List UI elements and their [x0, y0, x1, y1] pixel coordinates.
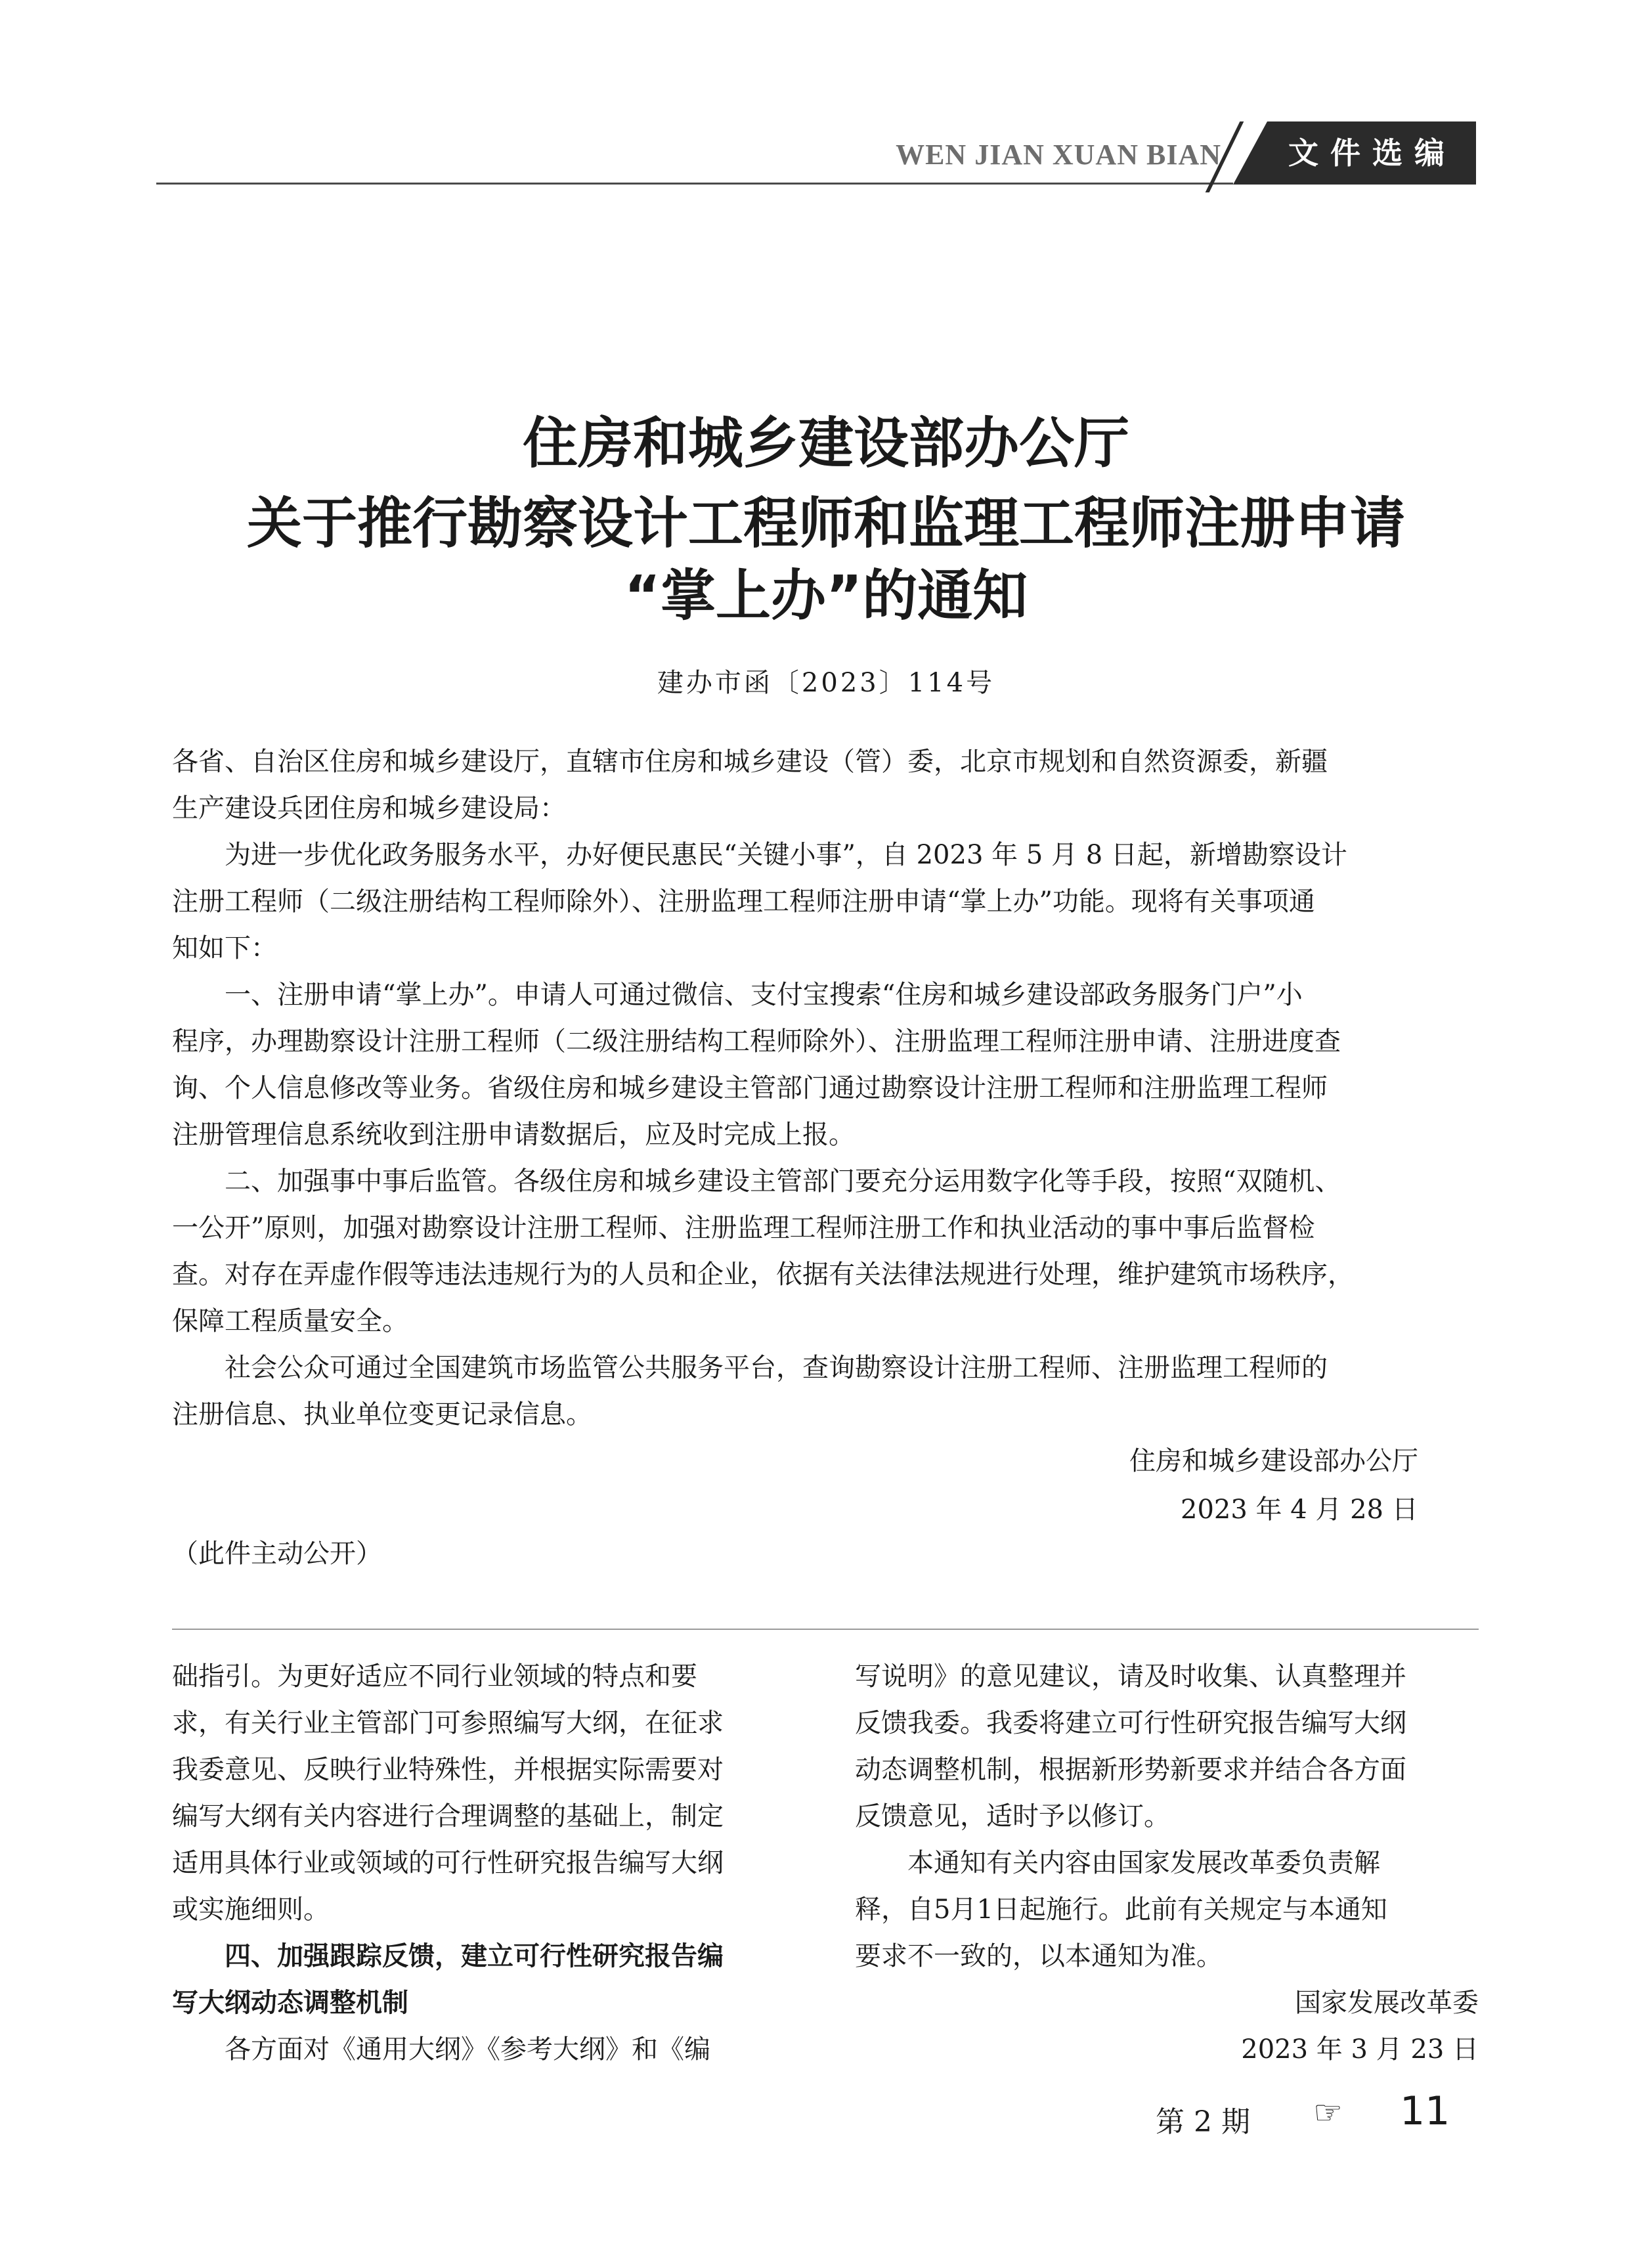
column-line: 动态调整机制，根据新形势新要求并结合各方面 — [855, 1755, 1406, 1785]
column-line: 写说明》的意见建议，请及时收集、认真整理并 — [855, 1661, 1406, 1692]
body-line: 程序，办理勘察设计注册工程师（二级注册结构工程师除外）、注册监理工程师注册申请、注册进度查 — [172, 1026, 1341, 1057]
body-line: 二、加强事中事后监管。各级住房和城乡建设主管部门要充分运用数字化等手段，按照“双随机、 — [225, 1166, 1341, 1196]
signature-line: 2023 年 3 月 23 日 — [1241, 2034, 1479, 2065]
body-line: 注册工程师（二级注册结构工程师除外）、注册监理工程师注册申请“掌上办”功能。现将有关事项通 — [172, 887, 1315, 917]
signature-line: 国家发展改革委 — [1295, 1988, 1479, 2018]
notice-body — [172, 739, 1479, 1438]
page-number: 11 — [1400, 2088, 1450, 2134]
title-line-3: “掌上办”的通知 — [624, 563, 1028, 628]
column-line: 反馈意见，适时予以修订。 — [855, 1801, 1170, 1831]
document-number: 建办市函〔2023〕114号 — [657, 668, 995, 698]
section-name-chinese: 文件选编 — [1288, 135, 1456, 171]
title-line-1: 住房和城乡建设部办公厅 — [522, 411, 1129, 475]
section-heading-line: 四、加强跟踪反馈，建立可行性研究报告编 — [225, 1941, 724, 1971]
signature-date: 2023 年 4 月 28 日 — [1181, 1495, 1418, 1525]
body-line: 知如下： — [172, 933, 277, 963]
title-line-2: 关于推行勘察设计工程师和监理工程师注册申请 — [246, 491, 1405, 556]
issue-label: 第 2 期 — [1156, 2105, 1250, 2139]
column-line: 编写大纲有关内容进行合理调整的基础上，制定 — [172, 1801, 724, 1831]
header-rule — [156, 183, 1233, 185]
column-line: 求，有关行业主管部门可参照编写大纲，在征求 — [172, 1708, 724, 1738]
body-line: 为进一步优化政务服务水平，办好便民惠民“关键小事”，自 2023 年 5 月 8 日起，新增勘察设计 — [225, 840, 1347, 870]
body-line: 保障工程质量安全。 — [172, 1306, 408, 1336]
body-line: 生产建设兵团住房和城乡建设局： — [172, 793, 566, 823]
body-line: 注册信息、执业单位变更记录信息。 — [172, 1399, 592, 1430]
body-line: 注册管理信息系统收到注册申请数据后，应及时完成上报。 — [172, 1120, 855, 1150]
column-line: 我委意见、反映行业特殊性，并根据实际需要对 — [172, 1755, 724, 1785]
column-line: 各方面对《通用大纲》《参考大纲》和《编 — [225, 2034, 710, 2065]
continuation-left-column — [172, 1654, 796, 2073]
column-line: 反馈我委。我委将建立可行性研究报告编写大纲 — [855, 1708, 1406, 1738]
disclosure-note: （此件主动公开） — [172, 1539, 382, 1569]
body-line: 一公开”原则，加强对勘察设计注册工程师、注册监理工程师注册工作和执业活动的事中事后监督检 — [172, 1213, 1315, 1243]
body-line: 社会公众可通过全国建筑市场监管公共服务平台，查询勘察设计注册工程师、注册监理工程师的 — [225, 1353, 1328, 1383]
body-line: 询、个人信息修改等业务。省级住房和城乡建设主管部门通过勘察设计注册工程师和注册监理工程师 — [172, 1073, 1328, 1103]
body-line: 一、注册申请“掌上办”。申请人可通过微信、支付宝搜索“住房和城乡建设部政务服务门户”小 — [225, 980, 1303, 1010]
pointing-hand-icon: ☞ — [1313, 2093, 1343, 2132]
column-line: 要求不一致的，以本通知为准。 — [855, 1941, 1223, 1971]
continuation-right-column — [855, 1654, 1479, 2073]
signature-organization: 住房和城乡建设部办公厅 — [1129, 1446, 1418, 1476]
section-name-latin: WEN JIAN XUAN BIAN — [896, 139, 1221, 171]
column-line: 本通知有关内容由国家发展改革委负责解 — [907, 1848, 1380, 1878]
section-separator — [172, 1629, 1479, 1630]
section-heading-line: 写大纲动态调整机制 — [172, 1988, 408, 2018]
column-line: 适用具体行业或领域的可行性研究报告编写大纲 — [172, 1848, 724, 1878]
body-line: 各省、自治区住房和城乡建设厅，直辖市住房和城乡建设（管）委，北京市规划和自然资源委，新疆 — [172, 747, 1328, 777]
column-line: 础指引。为更好适应不同行业领域的特点和要 — [172, 1661, 697, 1692]
column-line: 或实施细则。 — [172, 1895, 330, 1925]
column-line: 释，自5月1日起施行。此前有关规定与本通知 — [855, 1895, 1387, 1925]
body-line: 查。对存在弄虚作假等违法违规行为的人员和企业，依据有关法律法规进行处理，维护建筑市场秩序， — [172, 1260, 1354, 1290]
